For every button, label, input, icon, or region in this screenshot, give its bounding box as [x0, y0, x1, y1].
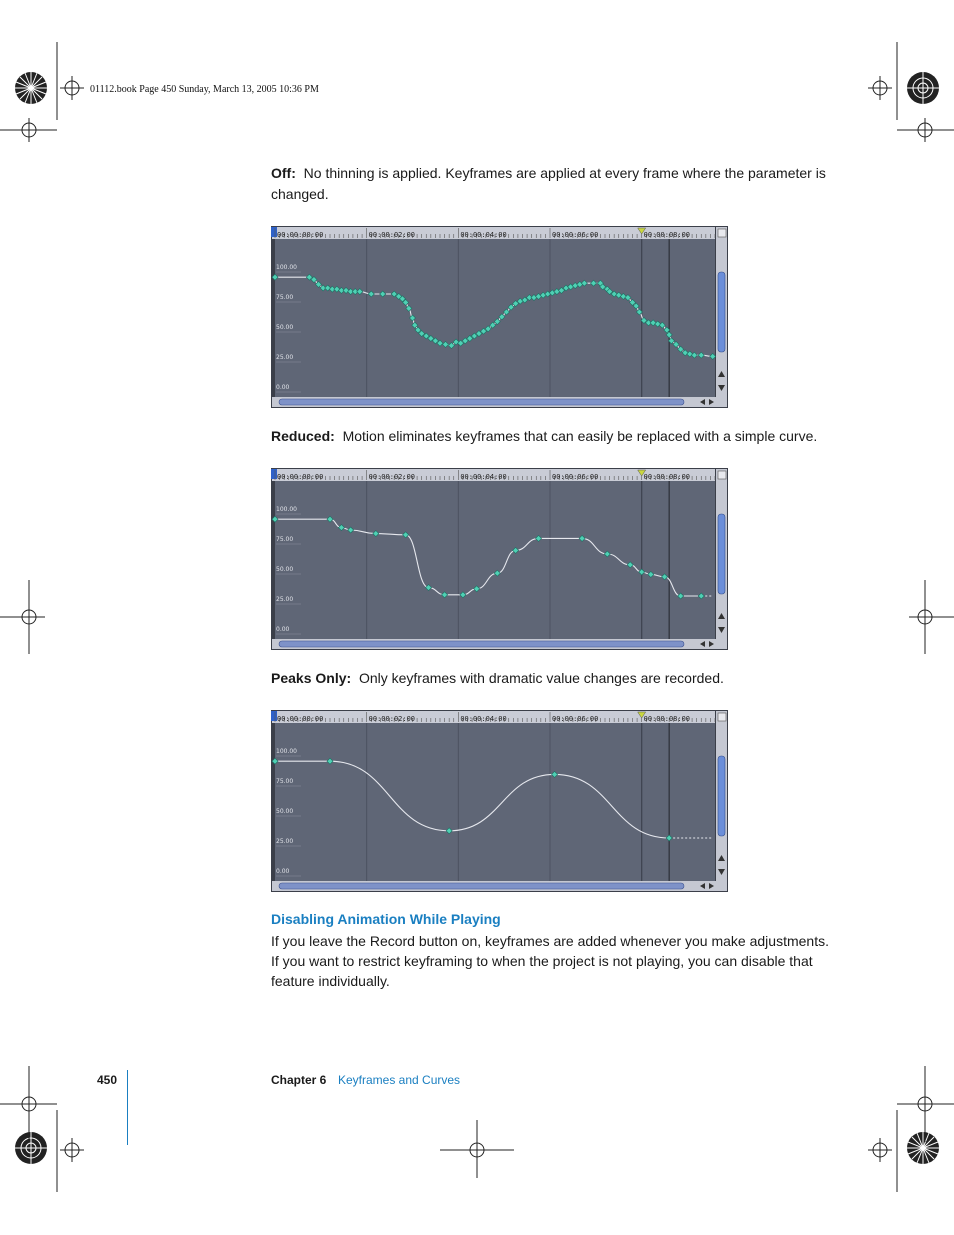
value-label: 50.00: [276, 566, 294, 573]
page-number: 450: [97, 1073, 118, 1087]
time-label: 00:00:00:00: [277, 231, 324, 239]
value-label: 25.00: [276, 838, 294, 845]
time-label: 00:00:00:00: [277, 715, 324, 723]
time-label: 00:00:02:00: [368, 473, 416, 481]
definition-text: Motion eliminates keyframes that can easily be replaced with a simple curve.: [342, 428, 818, 444]
value-label: 25.00: [276, 596, 294, 603]
value-label: 0.00: [276, 384, 290, 391]
time-label: 00:00:02:00: [368, 715, 416, 723]
value-label: 75.00: [276, 778, 294, 785]
footer-title: Keyframes and Curves: [338, 1073, 461, 1087]
time-label: 00:00:04:00: [460, 231, 507, 239]
value-label: 50.00: [276, 324, 294, 331]
definition-term: Off:: [271, 165, 296, 181]
value-label: 50.00: [276, 808, 294, 815]
time-label: 00:00:06:00: [552, 715, 599, 723]
value-label: 0.00: [276, 868, 290, 875]
section-heading: Disabling Animation While Playing: [271, 911, 501, 927]
value-label: 75.00: [276, 294, 294, 301]
value-label: 100.00: [276, 506, 297, 513]
value-label: 25.00: [276, 354, 294, 361]
time-label: 00:00:06:00: [552, 231, 599, 239]
time-label: 00:00:08:00: [643, 473, 691, 481]
value-label: 0.00: [276, 626, 290, 633]
body-paragraph: If you leave the Record button on, keyframes are added whenever you make adjustments. If you want to restrict keyframing to when the project is not playing, you can disable that feature individually.: [271, 933, 829, 989]
time-label: 00:00:00:00: [277, 473, 324, 481]
time-label: 00:00:04:00: [460, 715, 507, 723]
definition-term: Peaks Only:: [271, 670, 352, 686]
time-label: 00:00:08:00: [643, 715, 691, 723]
value-label: 75.00: [276, 536, 294, 543]
time-label: 00:00:08:00: [643, 231, 691, 239]
value-label: 100.00: [276, 748, 297, 755]
definition-text: No thinning is applied. Keyframes are applied at every frame where the parameter is changed.: [271, 165, 826, 202]
time-label: 00:00:02:00: [368, 231, 416, 239]
time-label: 00:00:04:00: [460, 473, 507, 481]
footer-chapter: Chapter 6: [271, 1073, 327, 1087]
value-label: 100.00: [276, 264, 297, 271]
definition-term: Reduced:: [271, 428, 335, 444]
book-slug: 01112.book Page 450 Sunday, March 13, 2005 10:36 PM: [90, 84, 319, 95]
definition-text: Only keyframes with dramatic value changes are recorded.: [358, 670, 724, 686]
time-label: 00:00:06:00: [552, 473, 599, 481]
